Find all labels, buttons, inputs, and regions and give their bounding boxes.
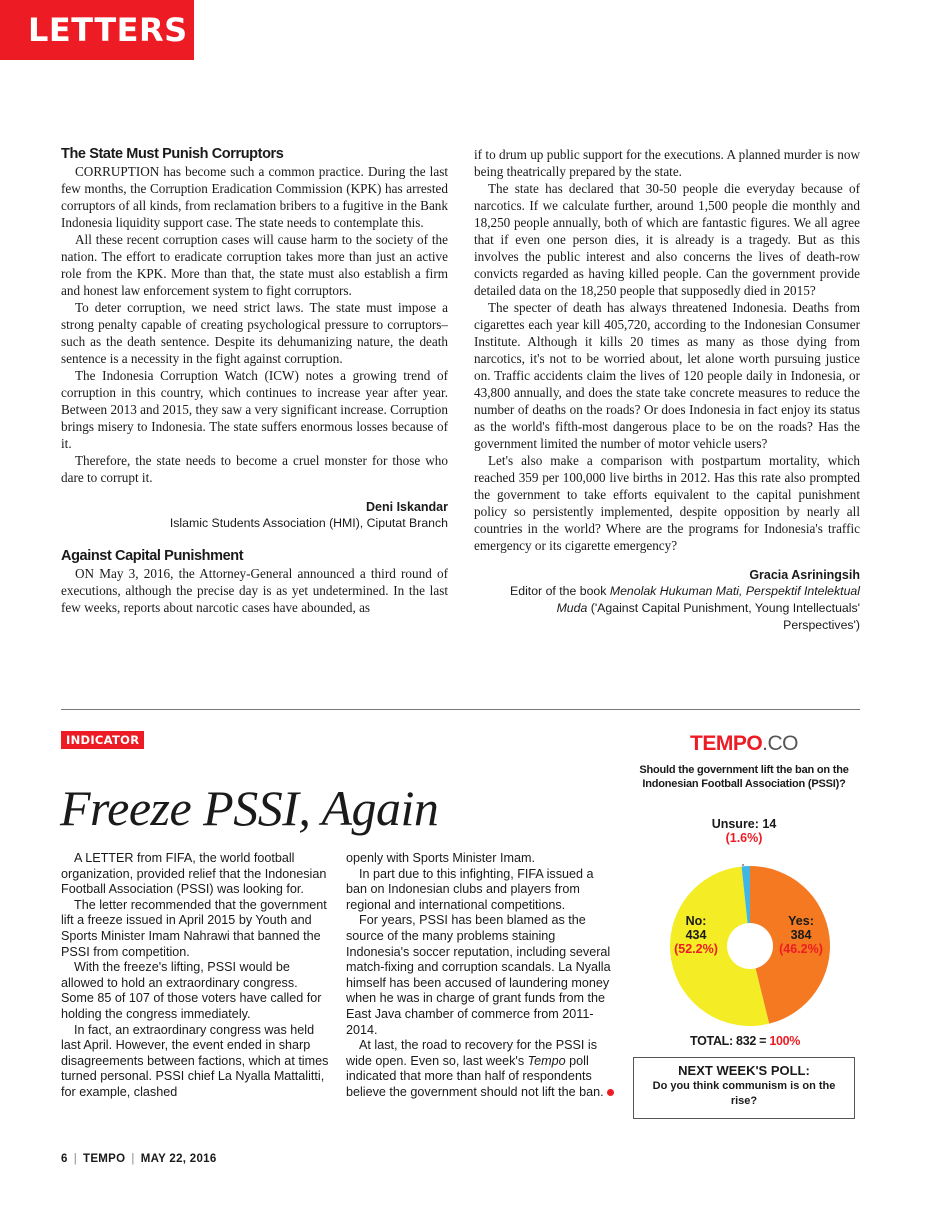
letter1-paragraph: CORRUPTION has become such a common practice. During the last few months, the Corruption Eradication Commission (KPK) has arrested corruptors of all kinds, from reclamation bribers to a fugitive in the Bank Indonesia liquidity support case. The state needs to contemplate this. [61,164,448,230]
letter1-affiliation: Islamic Students Association (HMI), Ciputat Branch [169,516,448,530]
no-count: 434 [685,928,707,942]
footer-magazine: TEMPO [83,1153,126,1165]
logo-co: .CO [762,732,799,755]
yes-count: 384 [790,928,812,942]
unsure-pct: (1.6%) [725,831,763,845]
total-label: TOTAL: 832 = [690,1034,770,1048]
letters-column-left [61,146,448,616]
yes-label [773,914,829,956]
pie-center-hole [727,923,773,969]
indicator-last-paragraph [346,1038,614,1100]
indicator-column-left [61,851,329,1101]
letter1-author: Deni Iskandar [366,500,448,514]
letter1-signature [61,499,448,532]
letter2-affiliation [474,583,860,634]
letter1-paragraph: All these recent corruption cases will cause harm to the society of the nation. The effort to eradicate corruption takes more than just an active role from the KPK. More than that, the state must also establish a firm and honest law enforcement system to fight corruptors. [61,232,448,298]
letter2-paragraph: The state has declared that 30-50 people die everyday because of narcotics. If we calculate further, around 1,500 people die monthly and 18,250 people annually, both of which are fantastic figures. We all agree that if even one person dies, it is already is a tragedy. But as this involves the public interest and also concerns the lives of death-row convicts regarded as having killed people. Can the government provide detailed data on the 18,250 people that supposedly died in 2015? [474,181,860,298]
no-label-text: No: [685,914,707,928]
section-tab-letters: LETTERS [0,0,194,60]
indicator-paragraph: With the freeze's lifting, PSSI would be allowed to hold an extraordinary congress. Some 85 of 107 of those voters have called for holding the congress immediately. [61,960,322,1021]
letter2-signature [474,567,860,634]
letter2-paragraph: Let's also make a comparison with postpartum mortality, which reached 359 per 100,000 live births in 2012. Has this rate also prompted the government to take efforts equivalent to the capital punishment policy so persistently implemented, despite opposition by nearly all countries in the world? Where are the programs for Indonesia's traffic emergency or its cigarette emergency? [474,453,860,553]
indicator-tag: INDICATOR [61,731,144,749]
indicator-paragraph: The letter recommended that the government lift a freeze issued in April 2015 by Youth and Sports Minister Imam Nahrawi that banned the PSSI from competition. [61,897,327,959]
indicator-paragraph: In fact, an extraordinary congress was held last April. However, the event ended in sharp disagreements between factions, which at times turned personal. PSSI chief La Nyalla Mattalitti, for example, clashed [61,1022,329,1099]
indicator-column-right [346,851,614,1101]
logo-tempo: TEMPO [690,732,763,755]
last-paragraph-part: poll indicated that more than half of respondents believe the government should not lift the ban. [346,1053,604,1099]
indicator-paragraph: In part due to this infighting, FIFA issued a ban on Indonesian clubs and players from regional and international competitions. [346,866,594,912]
tempo-co-logo [690,732,798,756]
end-mark-icon [607,1089,614,1096]
letter2-continuation: if to drum up public support for the executions. A planned murder is now being theatrically prepared by the state. [474,147,860,179]
next-week-poll-box [633,1057,855,1119]
section-divider [61,709,860,710]
letter2-paragraph: ON May 3, 2016, the Attorney-General announced a third round of executions, although the precise day is as yet undetermined. In the last few weeks, reports about narcotic cases have abounded, as [61,566,448,615]
no-pct: (52.2%) [674,942,718,956]
last-paragraph-part: At last, the road to recovery for the PSSI is wide open. Even so, last week's [346,1038,597,1068]
footer-date: MAY 22, 2016 [140,1153,217,1165]
indicator-continuation: openly with Sports Minister Imam. [346,851,535,865]
affiliation-suffix: ('Against Capital Punishment, Young Intellectuals' Perspectives') [587,601,860,632]
poll-question: Should the government lift the ban on the Indonesian Football Association (PSSI)? [639,764,849,790]
letters-column-right [474,146,860,634]
next-poll-question: Do you think communism is on the rise? [652,1080,836,1107]
letter1-paragraph: To deter corruption, we need strict laws. The state must impose a strong penalty capable of creating psychological pressure to corruptors–such as the death sentence. Despite its dehumanizing nature, the death sentence is a necessity in the fight against corruption. [61,300,448,366]
next-poll-title: NEXT WEEK'S POLL: [678,1063,810,1078]
indicator-paragraph: A LETTER from FIFA, the world football organization, provided relief that the Indonesian Football Association (PSSI) was looking for. [61,851,327,897]
letter1-title: The State Must Punish Corruptors [61,146,284,162]
unsure-label [704,817,784,845]
total-pct: 100% [769,1034,801,1048]
indicator-paragraph: For years, PSSI has been blamed as the source of the many problems staining Indonesia's soccer reputation, including several match-fixing and corruption scandals. La Nyalla himself has been accused of laundering money when he was in charge of grant funds from the East Java chamber of commerce from 2011-2014. [346,913,611,1037]
letter2-paragraph: The specter of death has always threatened Indonesia. Deaths from cigarettes each year kill 405,720, according to the Indonesian Consumer Institute. Although it kills 20 times as many as those dying from narcotics, it's not to be worried about, let alone worth pursuing justice on. Traffic accidents claim the lives of 120 people daily in Indonesia, or 43,800 annually, and does the state take concrete measures to reduce the number of deaths on the roads? Or does Indonesia in fact enjoy its status as the world's fifth-most dangerous place to be on the roads? Has the government limited the number of motor vehicle users? [474,300,860,451]
unsure-count: Unsure: 14 [711,817,777,831]
indicator-title: Freeze PSSI, Again [60,780,439,836]
page-number: 6 [61,1153,68,1165]
letter2-author: Gracia Asriningsih [749,568,860,582]
book-title: Menolak Hukuman Mati, Perspektif Intelektual Muda [556,584,860,615]
no-label [668,914,724,956]
affiliation-prefix: Editor of the book [510,584,610,598]
poll-total [690,1034,800,1048]
yes-label-text: Yes: [788,914,814,928]
page-footer: 6 | TEMPO | MAY 22, 2016 [61,1153,217,1165]
letter1-paragraph: Therefore, the state needs to become a cruel monster for those who dare to corrupt it. [61,453,448,485]
yes-pct: (46.2%) [779,942,823,956]
letter2-title: Against Capital Punishment [61,548,244,564]
letter1-paragraph: The Indonesia Corruption Watch (ICW) notes a growing trend of corruption in this country, which continues to increase year after year. Between 2013 and 2015, they saw a very significant increase. Corruption brings misery to Indonesia. The state suffers enormous losses because of it. [61,368,448,451]
tempo-emphasis: Tempo [527,1053,566,1068]
